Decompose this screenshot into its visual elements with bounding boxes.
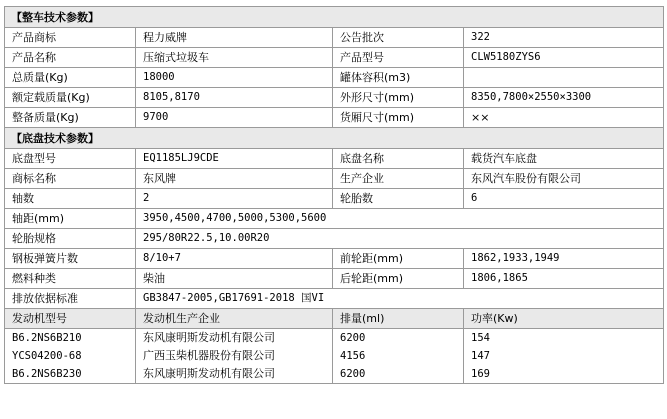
row-value: 8350,7800×2550×3300 <box>464 88 664 108</box>
table-row <box>5 229 664 249</box>
vehicle-section-title: 【整车技术参数】 <box>5 7 664 28</box>
row-label: 商标名称 <box>5 169 136 189</box>
row-label: 后轮距(mm) <box>333 269 464 289</box>
column-header: 发动机生产企业 <box>136 309 333 329</box>
row-value: 东风牌 <box>136 169 333 189</box>
row-value: 程力威牌 <box>136 28 333 48</box>
engine-row <box>5 347 664 365</box>
row-value: 3950,4500,4700,5000,5300,5600 <box>136 209 664 229</box>
row-label: 总质量(Kg) <box>5 68 136 88</box>
table-row <box>5 249 664 269</box>
column-header: 排量(ml) <box>333 309 464 329</box>
row-label: 燃料种类 <box>5 269 136 289</box>
engine-power: 169 <box>464 365 664 384</box>
row-value: 1806,1865 <box>464 269 664 289</box>
row-label: 货厢尺寸(mm) <box>333 108 464 128</box>
engine-displacement: 6200 <box>333 365 464 384</box>
row-label: 额定载质量(Kg) <box>5 88 136 108</box>
table-row <box>5 149 664 169</box>
engine-displacement: 6200 <box>333 329 464 348</box>
engine-displacement: 4156 <box>333 347 464 365</box>
row-value: 295/80R22.5,10.00R20 <box>136 229 664 249</box>
row-value: 8105,8170 <box>136 88 333 108</box>
table-row <box>5 289 664 309</box>
row-value: 2 <box>136 189 333 209</box>
chassis-section-title: 【底盘技术参数】 <box>5 128 664 149</box>
row-value: 柴油 <box>136 269 333 289</box>
row-value <box>464 68 664 88</box>
row-value: CLW5180ZYS6 <box>464 48 664 68</box>
row-value: 9700 <box>136 108 333 128</box>
table-row <box>5 108 664 128</box>
engine-row <box>5 329 664 348</box>
table-row <box>5 68 664 88</box>
row-label: 整备质量(Kg) <box>5 108 136 128</box>
column-header: 发动机型号 <box>5 309 136 329</box>
spec-table <box>4 6 664 384</box>
row-value: 1862,1933,1949 <box>464 249 664 269</box>
row-label: 生产企业 <box>333 169 464 189</box>
engine-row <box>5 365 664 384</box>
row-value: 18000 <box>136 68 333 88</box>
row-label: 产品商标 <box>5 28 136 48</box>
engine-model: B6.2NS6B230 <box>5 365 136 384</box>
row-label: 前轮距(mm) <box>333 249 464 269</box>
table-row <box>5 48 664 68</box>
row-value: 6 <box>464 189 664 209</box>
row-label: 产品名称 <box>5 48 136 68</box>
row-label: 钢板弹簧片数 <box>5 249 136 269</box>
column-header: 功率(Kw) <box>464 309 664 329</box>
row-label: 外形尺寸(mm) <box>333 88 464 108</box>
engine-model: YCS04200-68 <box>5 347 136 365</box>
engine-power: 154 <box>464 329 664 348</box>
table-row <box>5 88 664 108</box>
row-label: 轴数 <box>5 189 136 209</box>
table-row <box>5 269 664 289</box>
row-label: 排放依据标准 <box>5 289 136 309</box>
table-row <box>5 28 664 48</box>
row-label: 底盘型号 <box>5 149 136 169</box>
table-row <box>5 209 664 229</box>
row-value: 东风汽车股份有限公司 <box>464 169 664 189</box>
row-value: ×× <box>464 108 664 128</box>
engine-model: B6.2NS6B210 <box>5 329 136 348</box>
table-row <box>5 189 664 209</box>
row-label: 轮胎规格 <box>5 229 136 249</box>
engine-maker: 广西玉柴机器股份有限公司 <box>136 347 333 365</box>
row-label: 底盘名称 <box>333 149 464 169</box>
engine-header-row <box>5 309 664 329</box>
row-value: EQ1185LJ9CDE <box>136 149 333 169</box>
row-label: 轮胎数 <box>333 189 464 209</box>
engine-maker: 东风康明斯发动机有限公司 <box>136 329 333 348</box>
row-value: 压缩式垃圾车 <box>136 48 333 68</box>
engine-power: 147 <box>464 347 664 365</box>
row-label: 轴距(mm) <box>5 209 136 229</box>
row-label: 产品型号 <box>333 48 464 68</box>
row-value: GB3847-2005,GB17691-2018 国VI <box>136 289 664 309</box>
row-value: 8/10+7 <box>136 249 333 269</box>
row-label: 罐体容积(m3) <box>333 68 464 88</box>
table-row <box>5 169 664 189</box>
row-value: 载货汽车底盘 <box>464 149 664 169</box>
row-value: 322 <box>464 28 664 48</box>
engine-maker: 东风康明斯发动机有限公司 <box>136 365 333 384</box>
row-label: 公告批次 <box>333 28 464 48</box>
